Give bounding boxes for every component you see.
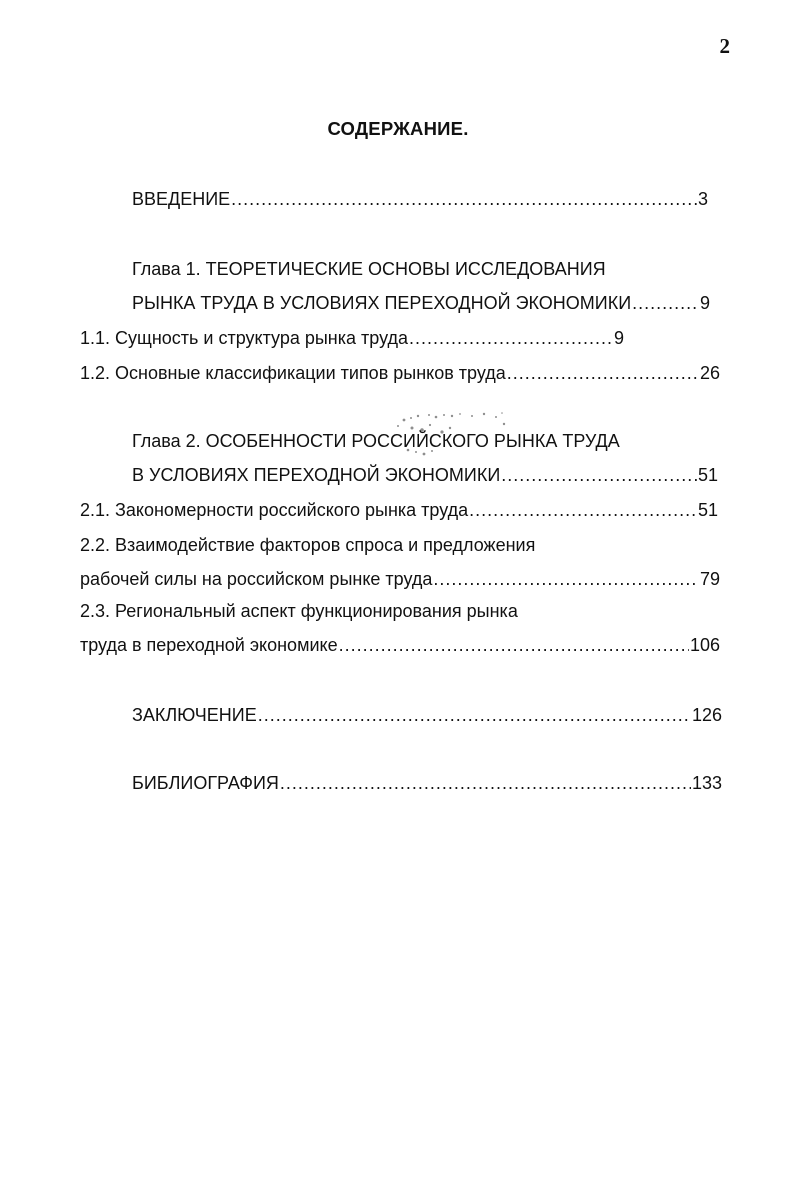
toc-entry-label: труда в переходной экономике (80, 635, 338, 655)
toc-entry-section-2-1[interactable] (80, 499, 718, 521)
dot-leader (433, 568, 699, 590)
toc-title: СОДЕРЖАНИЕ. (327, 118, 469, 139)
toc-entry-page: 79 (699, 569, 720, 589)
toc-entry-page: 126 (691, 705, 722, 725)
toc-entry-section-2-2[interactable] (80, 568, 720, 590)
toc-entry-label: 2.1. Закономерности российского рынка труда (80, 500, 469, 520)
dot-leader (632, 292, 699, 314)
toc-entry-label: рабочей силы на российском рынке труда (80, 569, 433, 589)
toc-entry-label: РЫНКА ТРУДА В УСЛОВИЯХ ПЕРЕХОДНОЙ ЭКОНОМИКИ (132, 293, 632, 313)
chapter-1-title-line1[interactable]: Глава 1. ТЕОРЕТИЧЕСКИЕ ОСНОВЫ ИССЛЕДОВАНИЯ (132, 259, 606, 279)
toc-entry-page: 133 (691, 773, 722, 793)
dot-leader (501, 464, 697, 486)
toc-entry-conclusion[interactable] (132, 704, 722, 726)
toc-entry-section-1-2[interactable] (80, 362, 720, 384)
toc-entry-page: 106 (689, 635, 720, 655)
dot-leader (258, 704, 691, 726)
section-2-3-title-line1[interactable]: 2.3. Региональный аспект функционирования рынка (80, 601, 518, 621)
dot-leader (507, 362, 699, 384)
dot-leader (469, 499, 697, 521)
toc-entry-introduction[interactable] (132, 188, 708, 210)
dot-leader (409, 327, 613, 349)
toc-entry-page: 9 (699, 293, 710, 313)
page-number: 2 (719, 34, 730, 58)
chapter-2-title-line1[interactable]: Глава 2. ОСОБЕННОСТИ РОССИЙСКОГО РЫНКА ТРУДА (132, 431, 620, 451)
toc-entry-chapter-1[interactable] (132, 292, 710, 314)
toc-entry-page: 9 (613, 328, 624, 348)
dot-leader (280, 772, 691, 794)
toc-entry-page: 3 (697, 189, 708, 209)
toc-entry-page: 51 (697, 465, 718, 485)
toc-entry-bibliography[interactable] (132, 772, 722, 794)
toc-entry-section-2-3[interactable] (80, 634, 720, 656)
toc-entry-page: 26 (699, 363, 720, 383)
dot-leader (231, 188, 697, 210)
toc-entry-label: 1.2. Основные классификации типов рынков труда (80, 363, 506, 383)
section-2-2-title-line1[interactable]: 2.2. Взаимодействие факторов спроса и предложения (80, 535, 536, 555)
dot-leader (339, 634, 689, 656)
toc-entry-label: ВВЕДЕНИЕ (132, 189, 231, 209)
toc-entry-section-1-1[interactable] (80, 327, 624, 349)
toc-entry-page: 51 (697, 500, 718, 520)
toc-entry-label: 1.1. Сущность и структура рынка труда (80, 328, 408, 348)
toc-entry-label: БИБЛИОГРАФИЯ (132, 773, 279, 793)
toc-entry-label: В УСЛОВИЯХ ПЕРЕХОДНОЙ ЭКОНОМИКИ (132, 465, 501, 485)
toc-entry-chapter-2[interactable] (132, 464, 718, 486)
toc-entry-label: ЗАКЛЮЧЕНИЕ (132, 705, 257, 725)
